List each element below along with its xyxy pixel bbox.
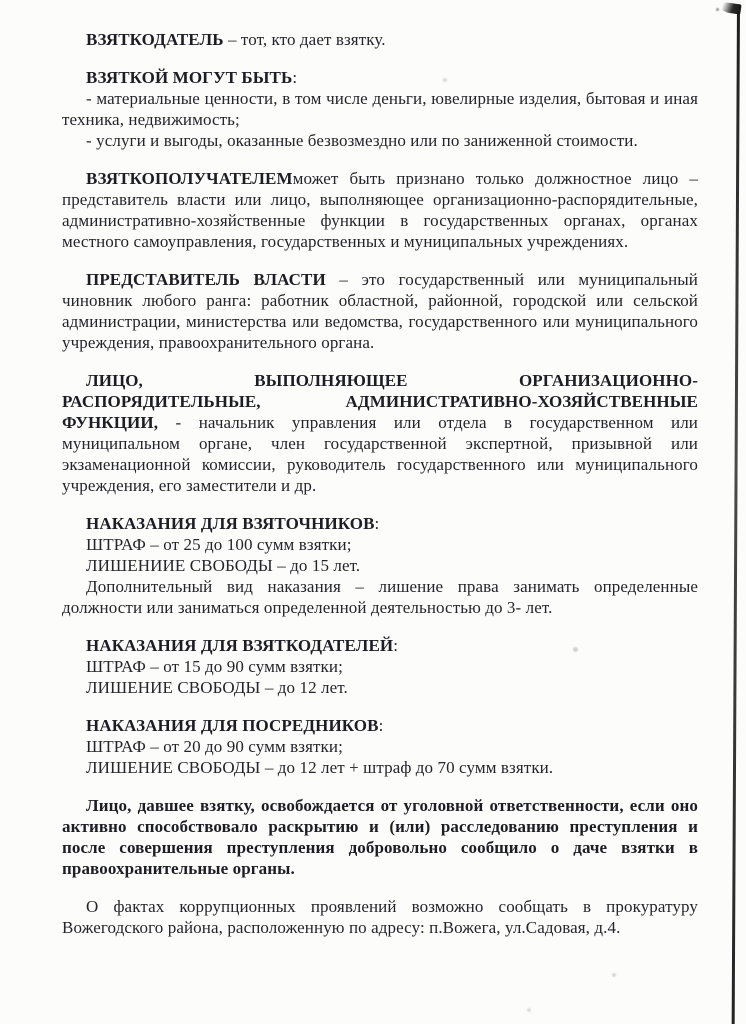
header-nakazaniya-vzyatochnikov: НАКАЗАНИЯ ДЛЯ ВЗЯТОЧНИКОВ: (86, 514, 380, 533)
dopolnitelnyy-vid-nakazaniya: Дополнительный вид наказания – лишение права занимать определенные должности или заниматься определенной деятельностью до 3- лет. (62, 577, 698, 617)
shtraf-vzyatkodateli: ШТРАФ – от 15 до 90 сумм взятки; (86, 657, 343, 676)
document-body (62, 29, 698, 938)
header-nakazaniya-vzyatkodateley: НАКАЗАНИЯ ДЛЯ ВЗЯТКОДАТЕЛЕЙ: (86, 636, 399, 655)
def-litso-vypolnyayushchee-funktsii: ЛИЦО, ВЫПОЛНЯЮЩЕЕ ОРГАНИЗАЦИОННО-РАСПОРЯДИТЕЛЬНЫЕ, АДМИНИСТРАТИВНО-ХОЗЯЙСТВЕННЫЕ ФУНКЦИИ, - начальник управления или отдела в государственном или муниципальном органе, член государственной экспертной, призывной или экзаменационной комиссии, руководитель государственного или муниципального учреждения, его заместители и др. (62, 371, 698, 495)
release-from-liability-note: Лицо, давшее взятку, освобождается от уголовной ответственности, если оно активно способствовало раскрытию и (или) расследованию преступления и после совершения преступления добровольно сообщило о даче взятки в правоохранительные органы. (62, 796, 698, 878)
list-item-material-values: - материальные ценности, в том числе деньги, ювелирные изделия, бытовая и иная техника, недвижимость; (62, 89, 698, 129)
lishenie-svobody-vzyatochniki: ЛИШЕНИИЕ СВОБОДЫ – до 15 лет. (86, 556, 361, 575)
scan-speck (716, 8, 719, 11)
shtraf-vzyatochniki: ШТРАФ – от 25 до 100 сумм взятки; (86, 535, 352, 554)
scan-page-edge-line (732, 4, 740, 1024)
scan-corner-hook-mark (719, 1, 741, 14)
def-vzyatkopoluchatel: ВЗЯТКОПОЛУЧАТЕЛЕМможет быть признано только должностное лицо – представитель власти или лицо, выполняющее организационно-распорядительные, административно-хозяйственные функции в государственных органах, органах местного самоуправления, государственных и муниципальных учреждениях. (62, 169, 698, 251)
report-corruption-contact: О фактах коррупционных проявлений возможно сообщать в прокуратуру Вожегодского района, расположенную по адресу: п.Вожега, ул.Садовая, д.4. (62, 897, 698, 937)
scan-speck (612, 973, 616, 977)
header-vzyatkoy-mogut-byt: ВЗЯТКОЙ МОГУТ БЫТЬ: (86, 68, 298, 87)
shtraf-posredniki: ШТРАФ – от 20 до 90 сумм взятки; (86, 737, 343, 756)
lishenie-svobody-vzyatkodateli: ЛИШЕНИЕ СВОБОДЫ – до 12 лет. (86, 678, 348, 697)
def-vzyatkodatel: ВЗЯТКОДАТЕЛЬ – тот, кто дает взятку. (86, 30, 386, 49)
scan-speck (527, 1008, 531, 1012)
def-predstavitel-vlasti: ПРЕДСТАВИТЕЛЬ ВЛАСТИ – это государственный или муниципальный чиновник любого ранга: работник областной, районной, городской или сельской администрации, министерства или ведомства, государственного или муниципального учреждения, правоохранительного органа. (62, 270, 698, 352)
header-nakazaniya-posrednikov: НАКАЗАНИЯ ДЛЯ ПОСРЕДНИКОВ: (86, 716, 384, 735)
list-item-services: - услуги и выгоды, оказанные безвозмездно или по заниженной стоимости. (86, 131, 638, 150)
lishenie-svobody-posredniki: ЛИШЕНИЕ СВОБОДЫ – до 12 лет + штраф до 70 сумм взятки. (86, 758, 554, 777)
